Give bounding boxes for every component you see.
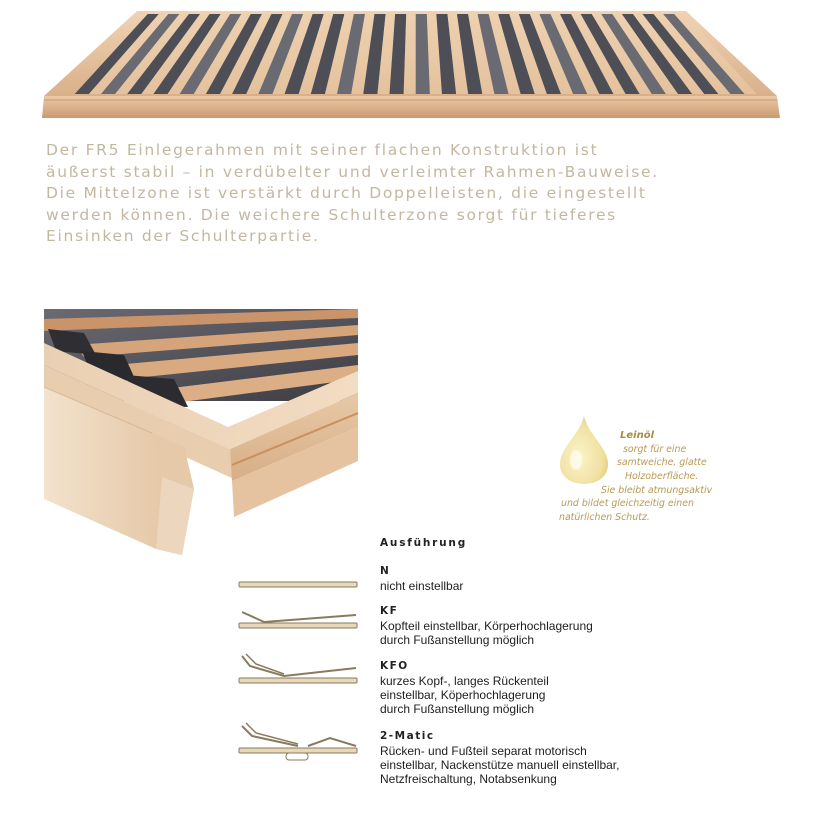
variant-name: N [380,565,391,577]
variant-description: einstellbar, Köperhochlagerung [380,688,546,702]
intro-line: werden können. Die weichere Schulterzone sorgt für tieferes [46,205,617,224]
variant-kfo-diagram-icon [238,652,360,688]
intro-line: Der FR5 Einlegerahmen mit seiner flachen Konstruktion ist [46,141,599,159]
oil-note-line: sorgt für eine [623,444,687,455]
slatted-frame-image [40,8,782,124]
intro-line: äußerst stabil – in verdübelter und verleimter Rahmen-Bauweise. [46,162,659,181]
variant-description: nicht einstellbar [380,579,464,593]
oil-note-line: samtweiche, glatte [617,457,707,468]
intro-paragraph [46,140,746,248]
frame-front [42,96,780,118]
variant-description: Netzfreischaltung, Notabsenkung [380,772,557,786]
variant-description: einstellbar, Nackenstütze manuell einstellbar, [380,758,620,772]
variant-description: Rücken- und Fußteil separat motorisch [380,744,587,758]
variant-description: durch Fußanstellung möglich [380,633,535,647]
variant-name: 2-Matic [380,730,435,742]
oil-note-line: und bildet gleichzeitig einen [561,498,694,509]
variant-n-diagram-icon [238,579,360,591]
variants-heading: Ausführung [380,537,468,549]
variant-description: Kopfteil einstellbar, Körperhochlagerung [380,619,593,633]
oil-note-line: Sie bleibt atmungsaktiv [601,485,713,496]
frame-corner-detail-image [44,309,358,555]
variant-description: kurzes Kopf-, langes Rückenteil [380,674,549,688]
variant-description: durch Fußanstellung möglich [380,702,535,716]
intro-line: Einsinken der Schulterpartie. [46,227,320,246]
variant-kf-diagram-icon [238,608,360,632]
variant-2matic-diagram-icon [238,720,360,764]
variant-name: KFO [380,660,409,672]
oil-drop-icon [556,414,612,486]
oil-note-line: natürlichen Schutz. [559,512,650,523]
slats [75,14,757,94]
oil-note-line: Holzoberfläche. [625,471,699,482]
variant-name: KF [380,605,399,617]
intro-line: Die Mittelzone ist verstärkt durch Doppelleisten, die eingestellt [46,184,647,203]
oil-note-title: Leinöl [620,430,654,441]
